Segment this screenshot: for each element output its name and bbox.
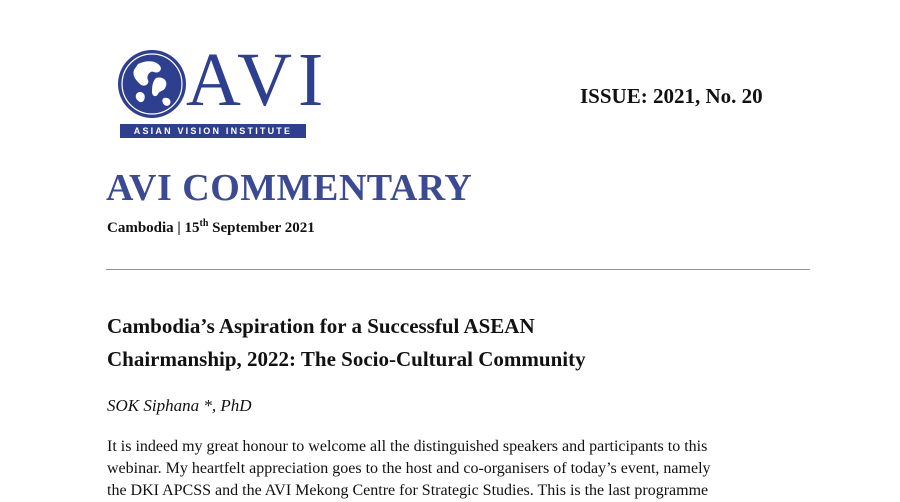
divider	[106, 269, 810, 270]
dateline	[107, 220, 315, 237]
article-title-line-2: Chairmanship, 2022: The Socio-Cultural Community	[107, 347, 586, 371]
page-title: AVI COMMENTARY	[106, 167, 473, 209]
dateline-prefix: Cambodia | 15	[107, 220, 200, 236]
article-title	[107, 310, 807, 376]
body-line: It is indeed my great honour to welcome all the distinguished speakers and participants to this	[107, 438, 708, 455]
body-line: webinar. My heartfelt appreciation goes to the host and co-organisers of today’s event, namely	[107, 460, 711, 477]
logo-wordmark: AVI	[186, 38, 330, 122]
issue-label: ISSUE: 2021, No. 20	[580, 84, 763, 108]
avi-logo	[116, 38, 330, 136]
author-byline: SOK Siphana *, PhD	[107, 396, 252, 415]
dateline-suffix: September 2021	[208, 220, 315, 236]
article-body	[107, 436, 807, 502]
article-title-line-1: Cambodia’s Aspiration for a Successful ASEAN	[107, 314, 535, 338]
dateline-sup: th	[199, 218, 209, 229]
globe-icon	[116, 48, 188, 120]
body-line: the DKI APCSS and the AVI Mekong Centre for Strategic Studies. This is the last programme	[107, 482, 709, 499]
logo-banner: ASIAN VISION INSTITUTE	[120, 124, 306, 138]
